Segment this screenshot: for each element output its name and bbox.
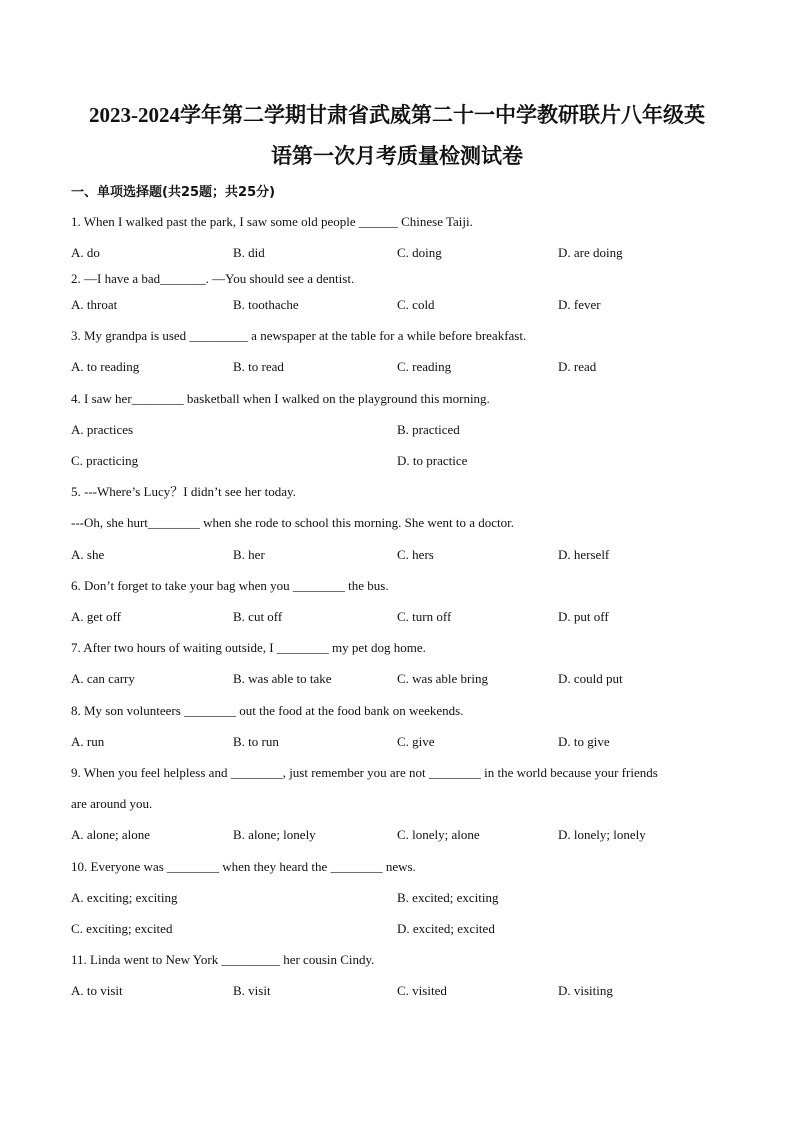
question-11-option-a: A. to visit (71, 983, 123, 998)
question-9-stem: 9. When you feel helpless and ________, just remember you are not ________ in the world because your friends (71, 765, 658, 780)
question-2-stem: 2. —I have a bad_______. —You should see a dentist. (71, 271, 355, 286)
question-9-stem-line-2: are around you. (71, 796, 153, 811)
question-5-option-a: A. she (71, 547, 105, 562)
question-5-option-b: B. her (233, 547, 265, 562)
question-3-option-b: B. to read (233, 359, 284, 374)
question-5-stem: 5. ---Where’s Lucy？I didn’t see her today. (71, 484, 296, 499)
exam-title-line-1: 2023-2024学年第二学期甘肃省武威第二十一中学教研联片八年级英 (89, 103, 705, 127)
question-10-option-c: C. exciting; excited (71, 921, 173, 936)
question-6-option-a: A. get off (71, 609, 121, 624)
exam-title-line-2: 语第一次月考质量检测试卷 (271, 144, 523, 168)
question-4-option-b: B. practiced (397, 422, 460, 437)
question-4-option-a: A. practices (71, 422, 134, 437)
question-6-option-b: B. cut off (233, 609, 283, 624)
question-7-option-b: B. was able to take (233, 671, 332, 686)
question-8-option-c: C. give (397, 734, 435, 749)
question-7-option-a: A. can carry (71, 671, 135, 686)
question-1-option-c: C. doing (397, 245, 442, 260)
question-6-option-c: C. turn off (397, 609, 452, 624)
question-3-option-a: A. to reading (71, 359, 140, 374)
question-7-option-d: D. could put (558, 671, 623, 686)
question-1-option-a: A. do (71, 245, 100, 260)
question-11-option-c: C. visited (397, 983, 447, 998)
question-3-option-c: C. reading (397, 359, 452, 374)
question-2-option-b: B. toothache (233, 297, 299, 312)
question-8-option-a: A. run (71, 734, 105, 749)
question-1-option-d: D. are doing (558, 245, 623, 260)
question-6-option-d: D. put off (558, 609, 609, 624)
question-3-stem: 3. My grandpa is used _________ a newspaper at the table for a while before breakfast. (71, 328, 527, 343)
question-11-stem: 11. Linda went to New York _________ her cousin Cindy. (71, 952, 375, 967)
question-9-option-b: B. alone; lonely (233, 827, 316, 842)
question-11-option-b: B. visit (233, 983, 271, 998)
question-11-option-d: D. visiting (558, 983, 613, 998)
question-2-option-c: C. cold (397, 297, 435, 312)
question-3-option-d: D. read (558, 359, 597, 374)
question-4-option-c: C. practicing (71, 453, 139, 468)
question-5-option-d: D. herself (558, 547, 610, 562)
section-heading: 一、单项选择题(共25题；共25分) (71, 185, 276, 200)
question-4-option-d: D. to practice (397, 453, 468, 468)
question-4-stem: 4. I saw her________ basketball when I walked on the playground this morning. (71, 391, 490, 406)
question-10-option-d: D. excited; excited (397, 921, 495, 936)
question-9-option-c: C. lonely; alone (397, 827, 480, 842)
question-9-option-d: D. lonely; lonely (558, 827, 646, 842)
question-8-option-b: B. to run (233, 734, 279, 749)
question-10-option-b: B. excited; exciting (397, 890, 499, 905)
question-5-option-c: C. hers (397, 547, 434, 562)
question-7-stem: 7. After two hours of waiting outside, I ________ my pet dog home. (71, 640, 426, 655)
question-1-option-b: B. did (233, 245, 265, 260)
question-10-option-a: A. exciting; exciting (71, 890, 178, 905)
question-2-option-a: A. throat (71, 297, 118, 312)
question-2-option-d: D. fever (558, 297, 601, 312)
question-8-stem: 8. My son volunteers ________ out the food at the food bank on weekends. (71, 703, 464, 718)
question-5-stem-line-2: ---Oh, she hurt________ when she rode to school this morning. She went to a doctor. (71, 515, 515, 530)
question-1-stem: 1. When I walked past the park, I saw some old people ______ Chinese Taiji. (71, 214, 473, 229)
question-8-option-d: D. to give (558, 734, 610, 749)
question-9-option-a: A. alone; alone (71, 827, 151, 842)
question-10-stem: 10. Everyone was ________ when they heard the ________ news. (71, 859, 416, 874)
question-7-option-c: C. was able bring (397, 671, 488, 686)
question-6-stem: 6. Don’t forget to take your bag when you ________ the bus. (71, 578, 389, 593)
